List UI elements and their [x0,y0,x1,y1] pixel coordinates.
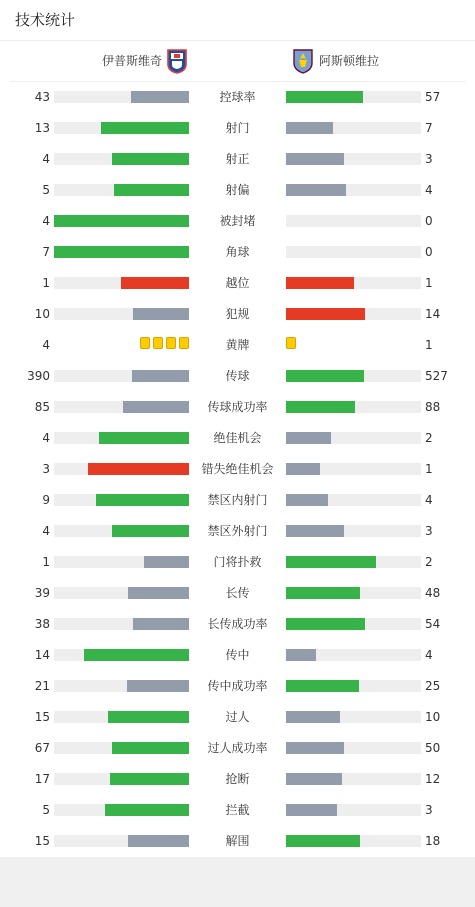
home-bar [128,587,189,599]
stat-label: 控球率 [219,90,256,104]
away-bar [286,804,337,816]
away-value: 1 [425,462,433,476]
stat-row [0,113,475,144]
stat-label: 绝佳机会 [213,431,262,445]
away-bar-track [286,401,421,413]
home-bar [105,804,189,816]
home-bar-track [54,494,189,506]
stat-row [0,299,475,330]
home-value: 7 [42,245,50,259]
away-bar [286,308,365,320]
stat-row [0,144,475,175]
stat-label: 禁区外射门 [207,524,268,538]
stat-row [0,237,475,268]
home-team-name: 伊普斯维奇 [101,54,162,68]
away-bar [286,401,355,413]
home-value: 85 [34,400,50,414]
stat-label: 被封堵 [219,214,256,228]
away-value: 25 [425,679,441,693]
away-value: 2 [425,431,433,445]
stat-row [0,516,475,547]
home-value: 390 [27,369,50,383]
home-bar-track [54,277,189,289]
home-value: 14 [34,648,50,662]
home-value: 67 [34,741,50,755]
away-bar-track [286,246,421,258]
stat-row [0,826,475,857]
away-bar-track [286,525,421,537]
away-value: 4 [425,648,433,662]
home-bar [114,184,189,196]
stat-label: 犯规 [225,307,250,321]
stat-row [0,733,475,764]
stat-row [0,640,475,671]
stat-row [0,268,475,299]
away-bar-track [286,711,421,723]
away-bar [286,742,344,754]
aston-villa-crest-icon [293,48,313,74]
away-bar [286,494,328,506]
away-bar [286,432,331,444]
home-bar [123,401,189,413]
away-value: 3 [425,803,433,817]
home-value: 5 [42,803,50,817]
home-bar [127,680,189,692]
home-bar [112,742,189,754]
teams-header [10,41,466,82]
home-value: 4 [42,338,50,352]
away-bar [286,556,376,568]
stat-label: 角球 [225,245,250,259]
stat-row [0,206,475,237]
away-value: 10 [425,710,441,724]
stat-row [0,547,475,578]
home-bar [54,246,189,258]
home-value: 15 [34,710,50,724]
home-value: 9 [42,493,50,507]
stat-row [0,702,475,733]
home-value: 43 [34,90,50,104]
home-bar-track [54,91,189,103]
away-bar [286,277,354,289]
away-value: 1 [425,338,433,352]
home-bar-track [54,556,189,568]
yellow-card-icon [166,337,176,349]
away-bar [286,184,346,196]
home-value: 1 [42,276,50,290]
away-bar [286,649,316,661]
stat-label: 传中 [225,648,250,662]
home-bar-track [54,370,189,382]
yellow-card-icon [286,337,296,349]
home-bar-track [54,525,189,537]
stat-row [0,609,475,640]
away-team-name: 阿斯顿维拉 [319,54,380,68]
away-bar-track [286,277,421,289]
stat-row [0,82,475,113]
away-bar-track [286,587,421,599]
away-value: 54 [425,617,441,631]
away-bar [286,91,363,103]
home-value: 4 [42,524,50,538]
stat-label: 射偏 [225,183,250,197]
away-value: 0 [425,245,433,259]
stat-row [0,671,475,702]
stat-label: 错失绝佳机会 [201,462,274,476]
home-bar [112,525,189,537]
home-value: 1 [42,555,50,569]
stat-row [0,423,475,454]
home-bar [132,370,189,382]
away-value: 3 [425,152,433,166]
home-value: 4 [42,214,50,228]
stat-label: 长传 [225,586,250,600]
away-bar [286,153,344,165]
away-value: 4 [425,493,433,507]
away-bar-track [286,184,421,196]
away-bar-track [286,370,421,382]
stat-row [0,175,475,206]
stat-label: 抢断 [225,772,250,786]
away-bar [286,680,359,692]
home-bar [88,463,189,475]
home-bar-track [54,463,189,475]
stat-label: 射门 [225,121,250,135]
home-bar-track [54,649,189,661]
stat-row [0,361,475,392]
away-value: 57 [425,90,441,104]
away-yellow-cards [286,337,296,351]
away-bar-track [286,649,421,661]
home-bar-track [54,153,189,165]
home-bar-track [54,618,189,630]
away-value: 527 [425,369,448,383]
stat-row [0,454,475,485]
away-bar [286,525,344,537]
stat-label: 射正 [225,152,250,166]
home-bar [112,153,189,165]
stat-label: 禁区内射门 [207,493,268,507]
away-bar [286,587,360,599]
home-bar [133,308,189,320]
home-value: 10 [34,307,50,321]
stat-row [0,392,475,423]
away-bar [286,370,364,382]
home-bar-track [54,432,189,444]
away-value: 48 [425,586,441,600]
home-bar-track [54,711,189,723]
home-bar-track [54,122,189,134]
home-bar [108,711,189,723]
home-bar-track [54,215,189,227]
home-bar [84,649,189,661]
stat-label: 门将扑救 [213,555,262,569]
stat-label: 解围 [225,834,250,848]
section-title: 技术统计 [15,11,76,29]
home-bar [101,122,189,134]
home-bar-track [54,804,189,816]
away-value: 88 [425,400,441,414]
yellow-card-icon [179,337,189,349]
away-bar-track [286,773,421,785]
away-bar-track [286,835,421,847]
stat-label: 黄牌 [225,338,250,352]
stat-row [0,330,475,361]
home-value: 3 [42,462,50,476]
home-bar-track [54,308,189,320]
home-bar-track [54,587,189,599]
home-value: 17 [34,772,50,786]
ipswich-crest-icon [166,48,188,74]
away-value: 0 [425,214,433,228]
home-bar [96,494,189,506]
away-bar [286,835,360,847]
away-bar-track [286,91,421,103]
stats-list [0,82,475,857]
home-bar-track [54,742,189,754]
stat-row [0,485,475,516]
stat-row [0,795,475,826]
away-bar-track [286,494,421,506]
home-bar [54,215,189,227]
away-bar [286,463,320,475]
away-bar-track [286,742,421,754]
away-value: 14 [425,307,441,321]
home-bar [121,277,189,289]
stat-row [0,578,475,609]
home-bar [133,618,189,630]
away-value: 3 [425,524,433,538]
home-bar-track [54,401,189,413]
away-value: 2 [425,555,433,569]
home-bar-track [54,184,189,196]
home-bar [110,773,189,785]
home-value: 15 [34,834,50,848]
home-value: 5 [42,183,50,197]
home-bar [144,556,189,568]
stat-label: 过人成功率 [207,741,268,755]
stat-label: 传中成功率 [207,679,268,693]
home-bar [131,91,189,103]
stat-label: 长传成功率 [207,617,268,631]
yellow-card-icon [153,337,163,349]
away-bar-track [286,804,421,816]
home-value: 21 [34,679,50,693]
away-bar-track [286,153,421,165]
yellow-card-icon [140,337,150,349]
home-bar-track [54,835,189,847]
away-bar-track [286,122,421,134]
home-value: 39 [34,586,50,600]
home-value: 38 [34,617,50,631]
away-bar-track [286,680,421,692]
away-bar-track [286,308,421,320]
away-bar [286,122,333,134]
stat-label: 传球成功率 [207,400,268,414]
home-bar [99,432,189,444]
home-bar-track [54,246,189,258]
stat-label: 拦截 [225,803,250,817]
away-bar-track [286,432,421,444]
stat-row [0,764,475,795]
stat-label: 传球 [225,369,250,383]
home-bar-track [54,680,189,692]
away-bar-track [286,215,421,227]
away-value: 50 [425,741,441,755]
home-yellow-cards [140,337,189,351]
away-bar [286,773,342,785]
away-bar-track [286,618,421,630]
stat-label: 过人 [225,710,250,724]
away-value: 18 [425,834,441,848]
away-bar-track [286,463,421,475]
away-bar-track [286,556,421,568]
away-value: 1 [425,276,433,290]
home-value: 4 [42,152,50,166]
away-value: 12 [425,772,441,786]
home-bar-track [54,773,189,785]
away-bar [286,618,365,630]
home-value: 4 [42,431,50,445]
home-bar [128,835,189,847]
away-value: 7 [425,121,433,135]
stat-label: 越位 [225,276,250,290]
away-bar [286,711,340,723]
away-value: 4 [425,183,433,197]
home-value: 13 [34,121,50,135]
